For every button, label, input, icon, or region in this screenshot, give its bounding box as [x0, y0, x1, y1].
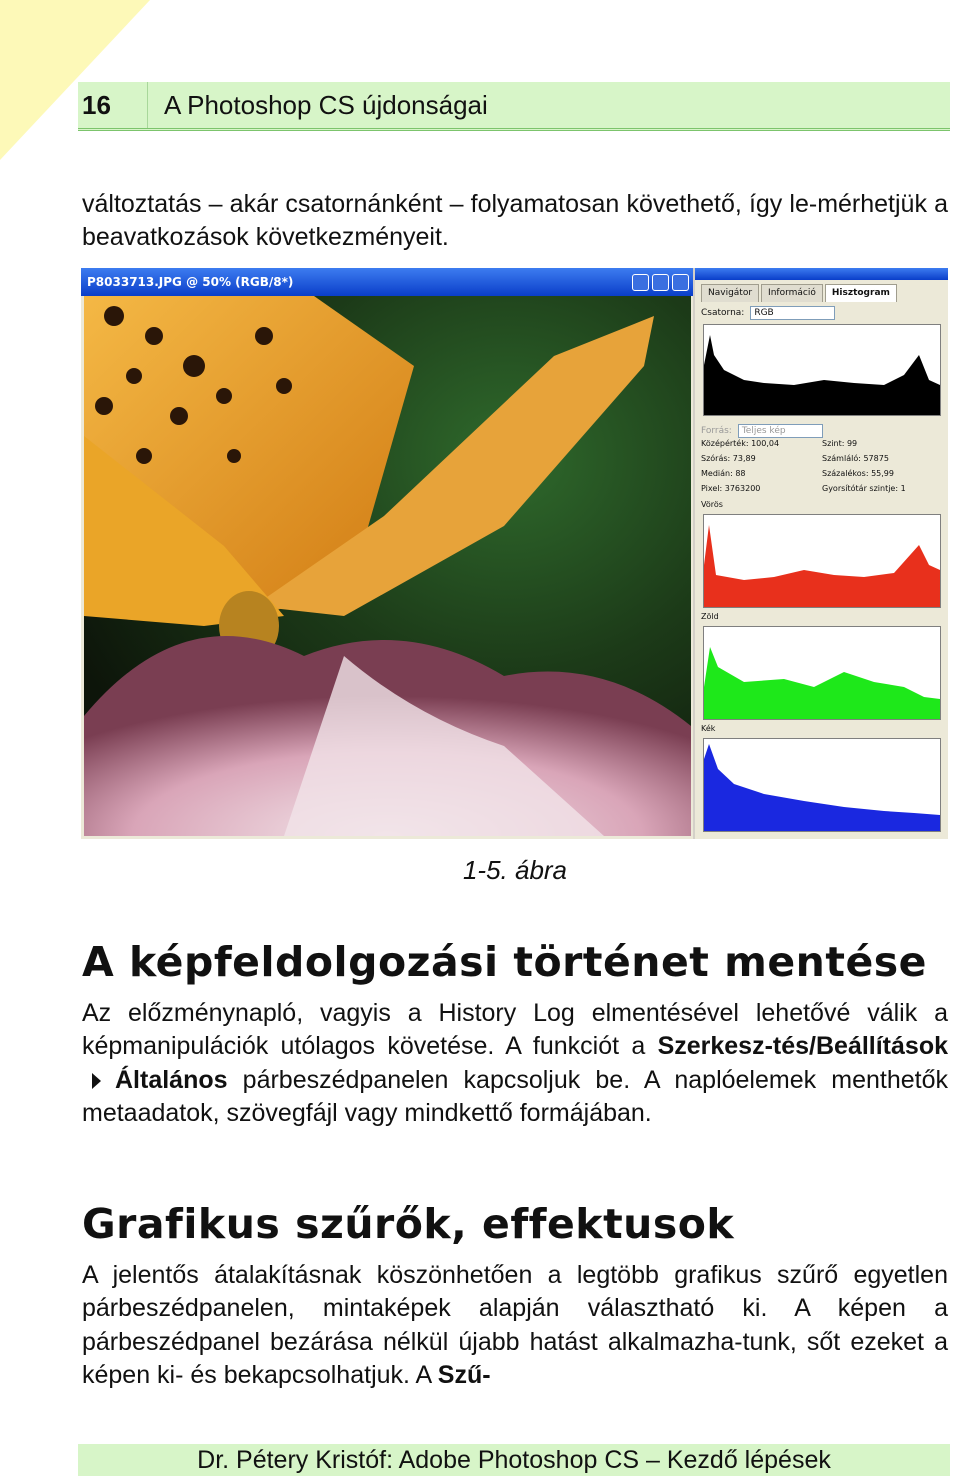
- histogram-rgb-shape: [704, 335, 940, 415]
- source-select[interactable]: Teljes kép: [738, 424, 823, 438]
- menu-arrow-icon: [92, 1073, 101, 1089]
- count-value: 57875: [863, 454, 889, 463]
- mean-label: Középérték:: [701, 439, 749, 448]
- figure-screenshot: [81, 268, 948, 839]
- minimize-icon[interactable]: [632, 274, 649, 291]
- level-label: Szint:: [822, 439, 845, 448]
- histogram-green-shape: [704, 647, 940, 719]
- tab-navigator[interactable]: Navigátor: [701, 284, 759, 302]
- photo-window: [81, 268, 693, 839]
- tab-histogram[interactable]: Hisztogram: [825, 284, 897, 302]
- panel-titlebar: [695, 268, 948, 280]
- red-channel-label: Vörös: [701, 500, 723, 509]
- pixels-label: Pixel:: [701, 484, 723, 493]
- percent-label: Százalékos:: [822, 469, 869, 478]
- green-channel-label: Zöld: [701, 612, 719, 621]
- histogram-blue-shape: [704, 744, 940, 831]
- channel-label: Csatorna:: [701, 308, 745, 318]
- stddev-label: Szórás:: [701, 454, 731, 463]
- page-header: [78, 82, 950, 131]
- filters-text-a: A jelentős átalakításnak köszönhetően a legtöbb grafikus szűrő egyetlen párbeszédpanelen, mintaképek alapján választható ki. A képen a párbeszédpanel bezárása nélkül újabb hatást alkalmazha-tunk, sőt ezeket a képen ki- és bekapcsolhatjuk. A: [82, 1261, 948, 1390]
- histogram-panel: [695, 268, 948, 839]
- butterfly-photo: [84, 296, 691, 836]
- cache-value: 1: [900, 484, 906, 493]
- intro-paragraph: változtatás – akár csatornánként – folyamatosan követhető, így le-mérhetjük a beavatkozások következményeit.: [82, 190, 948, 252]
- filters-bold-term: Szű-: [437, 1361, 491, 1390]
- level-value: 99: [846, 439, 858, 448]
- histogram-red-shape: [704, 525, 940, 607]
- histogram-rgb: [703, 324, 941, 416]
- maximize-icon[interactable]: [652, 274, 669, 291]
- percent-value: 55,99: [871, 469, 894, 478]
- source-label: Forrás:: [701, 426, 732, 436]
- history-text-b: párbeszédpanelen kapcsoljuk be. A naplóelemek menthetők metaadatok, szövegfájl vagy mindkettő formájában.: [82, 1065, 948, 1128]
- section-heading-filters: Grafikus szűrők, effektusok: [82, 1200, 735, 1248]
- histogram-stats: [701, 436, 943, 496]
- median-value: 88: [735, 469, 746, 478]
- page-number: 16: [78, 82, 148, 128]
- channel-row: [701, 306, 942, 320]
- count-label: Számláló:: [822, 454, 861, 463]
- tab-info[interactable]: Információ: [761, 284, 823, 302]
- photo-window-title: P8033713.JPG @ 50% (RGB/8*): [87, 275, 294, 289]
- page-footer: Dr. Pétery Kristóf: Adobe Photoshop CS – Kezdő lépések: [78, 1444, 950, 1476]
- histogram-red: [703, 514, 941, 608]
- section-heading-history: A képfeldolgozási történet mentése: [82, 938, 927, 986]
- figure-caption: 1-5. ábra: [462, 855, 568, 885]
- stddev-value: 73,89: [732, 454, 756, 463]
- median-label: Medián:: [701, 469, 733, 478]
- corner-decoration: [0, 0, 150, 160]
- section-paragraph-filters: [82, 1259, 948, 1393]
- panel-tabs: [695, 284, 948, 302]
- menu-path-general: Általános: [115, 1065, 228, 1094]
- cache-label: Gyorsítótár szintje:: [822, 484, 899, 493]
- menu-path-edit-preferences: Szerkesz-tés/Beállítások: [657, 1032, 948, 1061]
- chapter-title: A Photoshop CS újdonságai: [164, 89, 488, 120]
- close-icon[interactable]: [672, 274, 689, 291]
- channel-select[interactable]: RGB: [750, 306, 835, 320]
- mean-value: 100,04: [751, 439, 780, 448]
- pixels-value: 3763200: [724, 484, 761, 493]
- blue-channel-label: Kék: [701, 724, 716, 733]
- photo-window-titlebar: [81, 268, 693, 296]
- histogram-blue: [703, 738, 941, 832]
- histogram-green: [703, 626, 941, 720]
- history-text-a: Az előzménynapló, vagyis a History Log elmentésével lehetővé válik a képmanipulációk utólagos követése. A funkciót a: [82, 999, 948, 1061]
- section-paragraph-history: [82, 997, 948, 1131]
